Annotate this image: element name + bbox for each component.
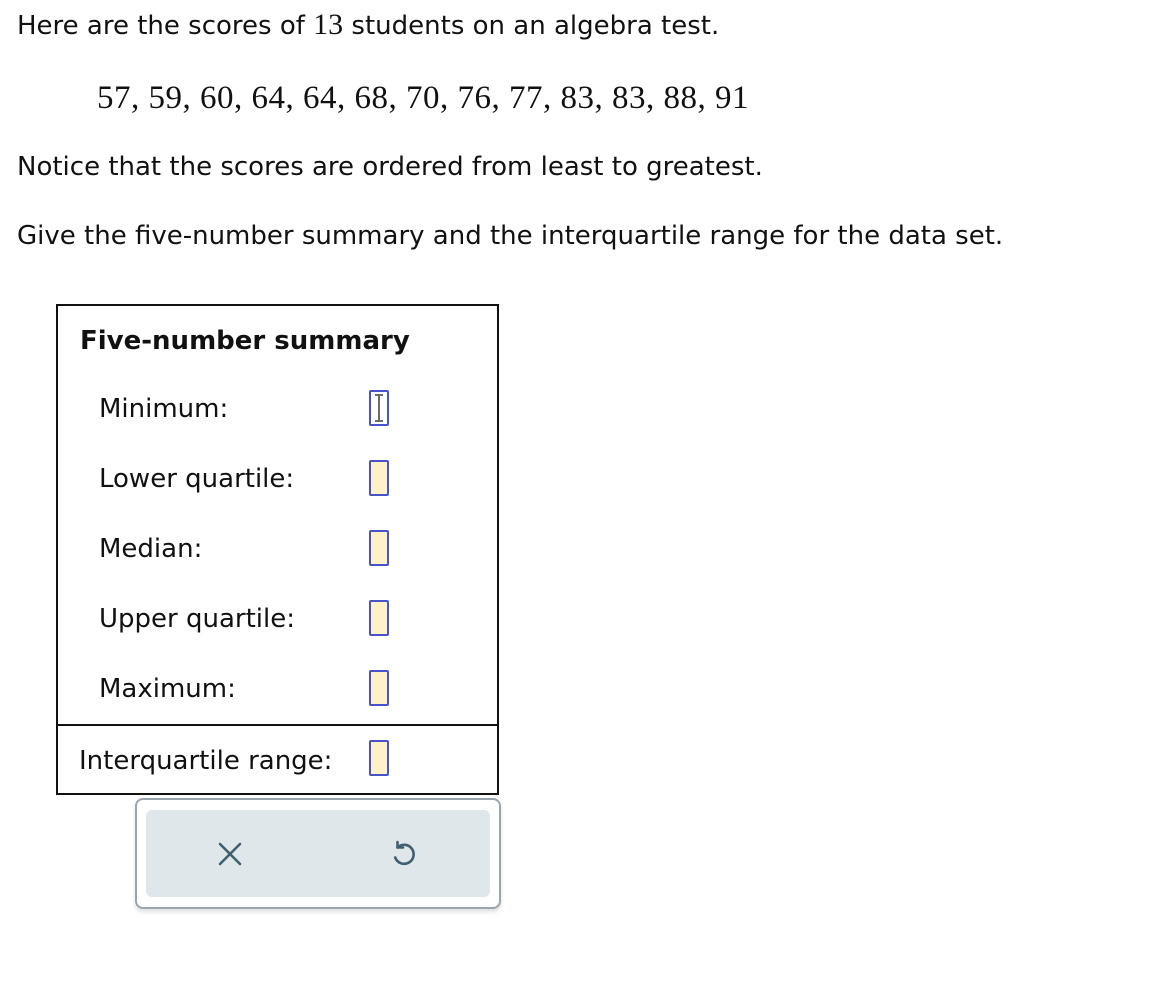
iqr-label: Interquartile range: (79, 746, 333, 776)
minimum-input[interactable] (369, 390, 389, 426)
lower-quartile-label: Lower quartile: (99, 464, 295, 494)
maximum-label: Maximum: (99, 674, 236, 704)
undo-button[interactable] (382, 832, 426, 876)
minimum-label: Minimum: (99, 394, 229, 424)
score-list: 57, 59, 60, 64, 64, 68, 70, 76, 77, 83, 83, 88, 91 (97, 80, 749, 116)
maximum-input[interactable] (369, 670, 389, 706)
panel-divider (58, 724, 497, 726)
upper-quartile-input[interactable] (369, 600, 389, 636)
question-intro-before: Here are the scores of (17, 11, 314, 41)
five-number-summary-panel (56, 304, 499, 795)
keypad-inner (146, 810, 490, 897)
close-icon (217, 841, 243, 867)
notice-text: Notice that the scores are ordered from least to greatest. (17, 152, 763, 182)
text-cursor (378, 394, 380, 422)
question-intro-after: students on an algebra test. (343, 11, 720, 41)
student-count: 13 (313, 8, 344, 41)
summary-title: Five-number summary (80, 326, 410, 356)
iqr-input[interactable] (369, 740, 389, 776)
lower-quartile-input[interactable] (369, 460, 389, 496)
instruction-text: Give the five-number summary and the interquartile range for the data set. (17, 221, 1004, 251)
median-input[interactable] (369, 530, 389, 566)
answer-keypad (135, 798, 501, 909)
upper-quartile-label: Upper quartile: (99, 604, 295, 634)
question-intro (17, 8, 719, 42)
undo-icon (389, 839, 419, 869)
median-label: Median: (99, 534, 203, 564)
clear-button[interactable] (208, 832, 252, 876)
